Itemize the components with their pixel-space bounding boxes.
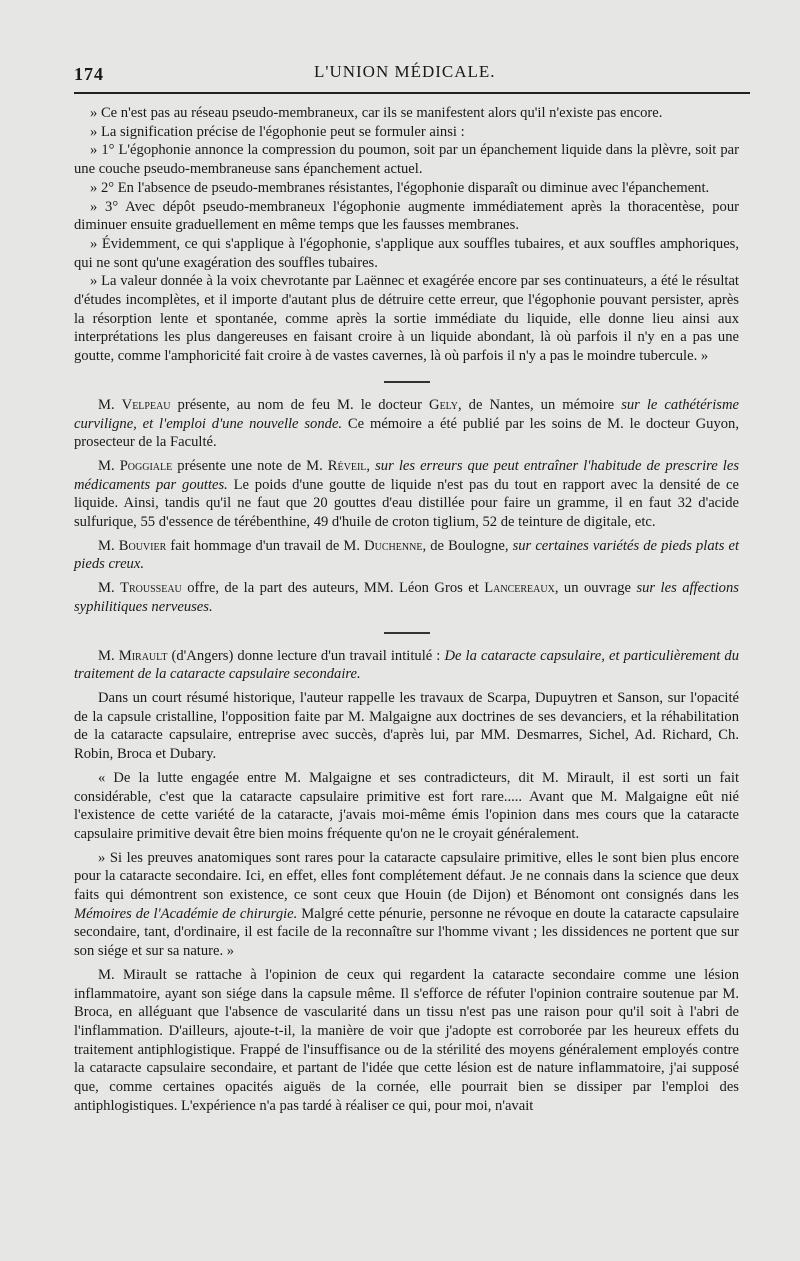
work-title: sur les affections syphilitiques nerveuses. xyxy=(74,580,739,615)
page-header xyxy=(74,58,750,90)
quote-paragraph: » La signification précise de l'égophonie peut se formuler ainsi : xyxy=(90,123,465,140)
page-body xyxy=(74,104,739,1115)
section-separator xyxy=(384,381,430,383)
mirault-paragraph: M. Mirault (d'Angers) donne lecture d'un travail intitulé : De la cataracte capsulaire, et particulièrement du traitement de la cataracte capsulaire secondaire. xyxy=(74,647,739,683)
quote-paragraph: » 2° En l'absence de pseudo-membranes résistantes, l'égophonie disparaît ou diminue avec l'épanchement. xyxy=(90,179,710,196)
author-name: Léon Gros xyxy=(398,580,463,597)
work-title: sur les erreurs que peut entraîner l'habitude de prescrire les médicaments par gouttes. xyxy=(74,457,740,493)
trousseau-paragraph: M. Trousseau offre, de la part des auteurs, MM. Léon Gros et Lancereaux, un ouvrage sur les affections syphilitiques nerveuses. xyxy=(74,580,739,615)
quote-paragraph: » La valeur donnée à la voix chevrotante par Laënnec et exagérée encore par ses continuateurs, a été le résultat d'études incomplètes, et il importe d'autant plus de détruire cette erreur, que l'égophonie pouvant persister, après la résorption lente et spontanée, comme après la sortie immédiate du liquide, elle donne lieu ainsi aux interprétations les plus dangereuses en faisant croire à un liquide abondant, là où parfois il n'y en a pas une goutte, comme l'amphoricité fait croire à de vastes cavernes, là où parfois il n'y a pas le moindre tubercule. » xyxy=(74,273,739,365)
author-name: Trousseau xyxy=(120,580,182,597)
work-title: Mémoires de l'Académie de chirurgie. xyxy=(74,905,298,922)
work-title: De la cataracte capsulaire, et particulièrement du traitement de la cataracte capsulaire secondaire. xyxy=(74,647,739,683)
running-title: L'UNION MÉDICALE. xyxy=(314,62,496,81)
work-title: sur certaines variétés de pieds plats et pieds creux. xyxy=(74,537,739,573)
quote-paragraph: » Ce n'est pas au réseau pseudo-membraneux, car ils se manifestent alors qu'il n'existe pas encore. xyxy=(90,105,663,121)
header-rule xyxy=(74,92,750,94)
author-name: Velpeau xyxy=(121,396,171,413)
author-name: Mirault xyxy=(118,647,168,664)
body-paragraph: « De la lutte engagée entre M. Malgaigne et ses contradicteurs, dit M. Mirault, il est sorti un fait considérable, c'est que la cataracte capsulaire primitive est fort rare..... Avant que M. Malgaigne eût nié l'existence de cette variété de la cataracte, j'avais moi-même émis l'opinion dans mes cours que la cataracte capsulaire primitive devait être bien moins fréquente qu'on ne le croyait généralement. xyxy=(74,769,739,842)
poggiale-paragraph: M. Poggiale présente une note de M. Réveil, sur les erreurs que peut entraîner l'habitude de prescrire les médicaments par gouttes. Le poids d'une goutte de liquide n'est pas du tout en rapport avec la densité de ce liquide. Ainsi, tandis qu'il ne faut que 20 gouttes d'eau distillée pour faire un gramme, il en faut 32 d'acide sulfurique, 55 d'essence de térébenthine, 49 d'huile de croton tiglium, 52 de teinture de digitale, etc. xyxy=(74,457,740,531)
velpeau-paragraph: M. Velpeau présente, au nom de feu M. le docteur Gely, de Nantes, un mémoire sur le cathétérisme curviligne, et l'emploi d'une nouvelle sonde. Ce mémoire a été publié par les soins de M. le docteur Guyon, prosecteur de la Faculté. xyxy=(74,396,739,451)
author-name: Duchenne xyxy=(364,537,423,554)
quote-paragraph: » Évidemment, ce qui s'applique à l'égophonie, s'applique aux souffles tubaires, et aux souffles amphoriques, qui ne sont qu'une exagération des souffles tubaires. xyxy=(74,235,739,271)
author-name: Poggiale xyxy=(119,457,173,474)
author-name: Bouvier xyxy=(118,537,167,554)
author-name: Réveil xyxy=(327,457,367,474)
quote-paragraph: » 3° Avec dépôt pseudo-membraneux l'égophonie augmente immédiatement après la thoracentèse, pour diminuer ensuite graduellement en même temps que les fausses membranes. xyxy=(74,198,739,234)
page-number: 174 xyxy=(74,64,104,84)
quote-paragraph: » 1° L'égophonie annonce la compression du poumon, soit par un épanchement liquide dans la plèvre, soit par une couche pseudo-membraneuse sans épanchement actuel. xyxy=(74,142,739,178)
body-paragraph: M. Mirault se rattache à l'opinion de ceux qui regardent la cataracte secondaire comme une lésion inflammatoire, ayant son siége dans la capsule même. Il s'efforce de réfuter l'opinion contraire soutenue par M. Broca, en alléguant que l'absence de vascularité dans un tissu n'est pas une raison pour qu'il soit à l'abri de l'inflammation. D'ailleurs, ajoute-t-il, la manière de voir que j'adopte est corroborée par les heureux effets du traitement antiphlogistique. Frappé de l'insuffisance ou de la stérilité des moyens généralement employés contre la cataracte capsulaire secondaire, et partant de l'idée que cette lésion est de nature inflammatoire, j'ai supposé que, comme certaines opacités aiguës de la cornée, elle pourrait bien se dissiper par l'emploi des antiphlogistiques. L'expérience n'a pas tardé à réaliser ce qui, pour moi, n'avait xyxy=(74,966,739,1114)
author-name: Lancereaux xyxy=(484,580,555,597)
work-title: sur le cathétérisme curviligne, et l'emploi d'une nouvelle sonde. xyxy=(74,396,739,432)
author-name: Gely xyxy=(429,396,459,413)
section-separator xyxy=(384,632,430,634)
bouvier-paragraph: M. Bouvier fait hommage d'un travail de M. Duchenne, de Boulogne, sur certaines variétés de pieds plats et pieds creux. xyxy=(74,537,739,573)
body-paragraph: Dans un court résumé historique, l'auteur rappelle les travaux de Scarpa, Dupuytren et Sanson, sur l'opacité de la capsule cristalline, l'opposition faite par M. Malgaigne aux doctrines de ses devanciers, et la réhabilitation de la cataracte capsulaire, entreprise avec succès, d'après lui, par MM. Desmarres, Sichel, Ad. Richard, Ch. Robin, Broca et Dubary. xyxy=(74,689,739,763)
preuves-paragraph: » Si les preuves anatomiques sont rares pour la cataracte capsulaire primitive, elles le sont bien plus encore pour la cataracte secondaire. Ici, en effet, elles font complétement défaut. Je ne connais dans la science que deux faits qui démontrent son existence, ce sont ceux que Houin (de Dijon) et Bénomont ont consignés dans les Mémoires de l'Académie de chirurgie. Malgré cette pénurie, personne ne révoque en doute la cataracte capsulaire secondaire, tant, d'ordinaire, il est facile de la reconnaître sur l'homme vivant ; les dissidences ne portent que sur son siége et sur sa nature. » xyxy=(74,849,739,960)
